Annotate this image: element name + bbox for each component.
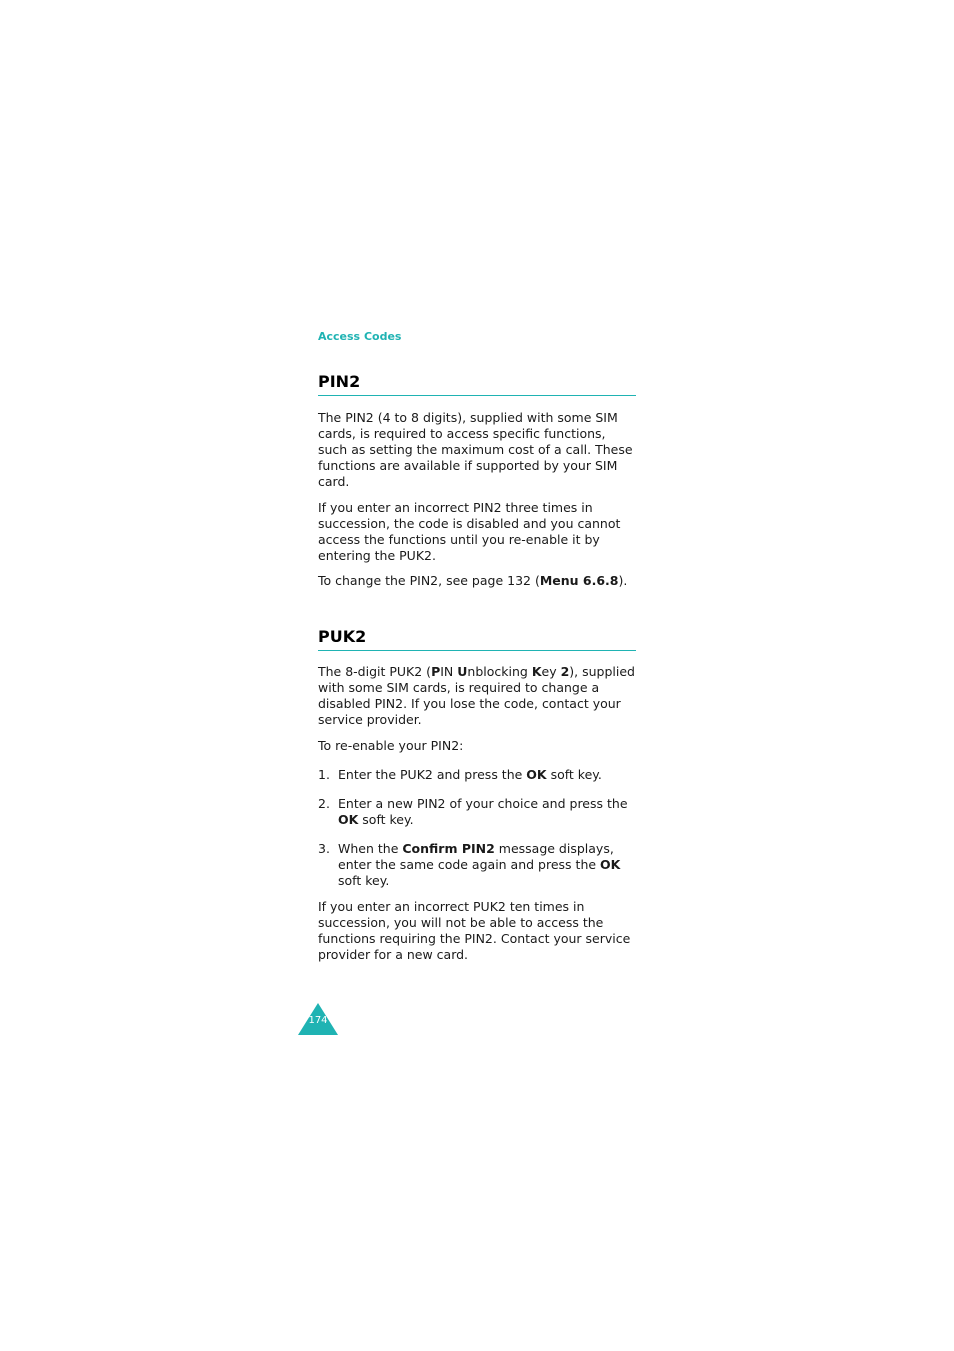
puk2-reenable: To re-enable your PIN2: [318,738,464,753]
pin2-para3-suffix: ). [618,573,628,588]
step-2 [318,796,636,828]
menu-reference: Menu 6.6.8 [539,573,619,588]
step-1-ok: OK [526,767,547,782]
page-number: 174 [308,1015,328,1026]
pin2-para3-prefix: To change the PIN2, see page 132 ( [318,573,540,588]
intro-bold-u: U [457,664,468,679]
puk2-closing-block [318,899,636,963]
step-3 [318,841,636,889]
step-1 [318,767,636,783]
step-3-ok: OK [600,857,621,872]
pin2-para2-block [318,500,636,564]
intro-text-2: IN [440,664,458,679]
step-2-text [338,796,636,828]
puk2-intro-block [318,664,636,728]
intro-text-3: nblocking [467,664,532,679]
pin2-heading: PIN2 [318,372,636,396]
step-3-text [338,841,636,889]
step-1-text [338,767,636,783]
pin2-para1-block [318,410,636,490]
pin2-heading-block [318,372,636,396]
step-2-ok: OK [338,812,359,827]
step-1-text-a: Enter the PUK2 and press the [338,767,527,782]
step-2-number: 2. [318,796,330,811]
step-1-text-b: soft key. [546,767,602,782]
pin2-paragraph-3 [318,573,636,589]
step-3-text-a: When the [338,841,403,856]
section-label: Access Codes [318,330,402,343]
puk2-heading-block [318,627,636,651]
step-2-text-a: Enter a new PIN2 of your choice and press the [338,796,628,811]
intro-bold-p: P [431,664,441,679]
pin2-para3-block [318,573,636,589]
intro-text-4: ey [541,664,561,679]
step-2-text-b: soft key. [358,812,414,827]
intro-bold-k: K [531,664,542,679]
step-1-number: 1. [318,767,330,782]
step-3-text-b: message displays, enter the same code again and press the [338,841,614,872]
step-3-number: 3. [318,841,330,856]
puk2-intro [318,664,636,728]
intro-text-1: The 8-digit PUK2 ( [318,664,432,679]
intro-bold-2: 2 [560,664,570,679]
puk2-reenable-block [318,738,636,754]
step-3-confirm-pin2: Confirm PIN2 [402,841,495,856]
pin2-paragraph-2: If you enter an incorrect PIN2 three times in succession, the code is disabled and you cannot access the functions until you re-enable it by entering the PUK2. [318,500,621,563]
puk2-closing: If you enter an incorrect PUK2 ten times in succession, you will not be able to access the functions requiring the PIN2. Contact your service provider for a new card. [318,899,631,962]
puk2-heading: PUK2 [318,627,636,651]
intro-text-5: ), supplied with some SIM cards, is required to change a disabled PIN2. If you lose the code, contact your service provider. [318,664,635,727]
pin2-paragraph-1: The PIN2 (4 to 8 digits), supplied with some SIM cards, is required to access specific functions, such as setting the maximum cost of a call. These functions are available if supported by your SIM card. [318,410,633,489]
step-3-text-c: soft key. [338,873,390,888]
